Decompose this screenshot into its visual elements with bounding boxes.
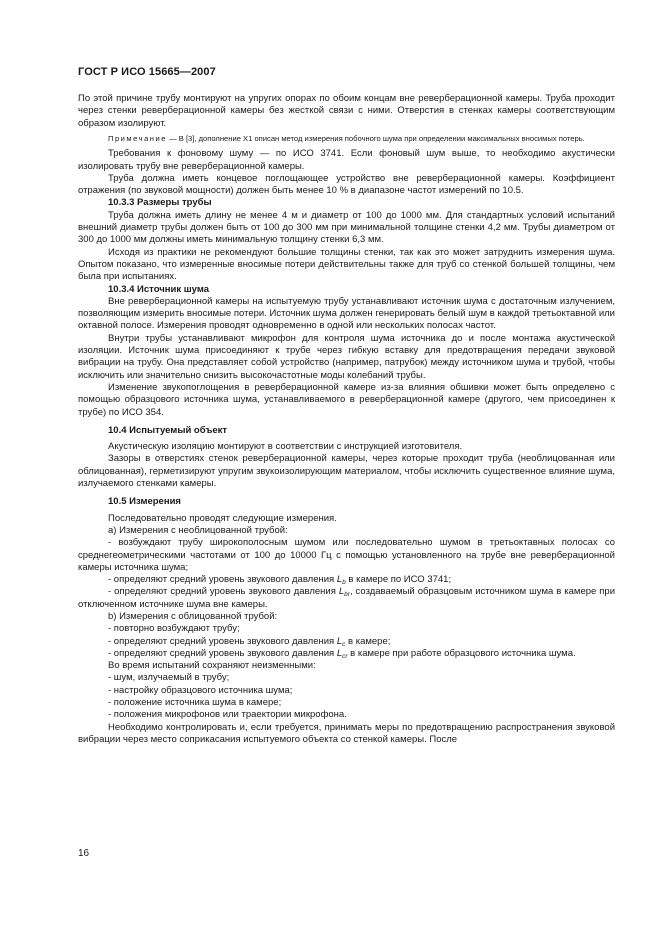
note [78, 134, 615, 144]
list-item: - определяют средний уровень звукового давления $L_c$ в камере; [108, 635, 391, 648]
list-item: - положение источника шума в камере; [108, 697, 282, 709]
paragraph: Во время испытаний сохраняют неизменными: [108, 660, 316, 672]
list-item: - повторно возбуждают трубу; [108, 623, 240, 635]
subscript: b [342, 579, 346, 587]
section-heading-10-5: 10.5 Измерения [108, 496, 181, 508]
list-item: - определяют средний уровень звукового давления $L_{br}$, создаваемый образцовым источником шума в камере при отключенном источнике шума вне камеры. [78, 586, 615, 610]
subscript: br [344, 591, 350, 599]
list-item: - определяют средний уровень звукового давления $L_b$ в камере по ИСО 3741; [108, 574, 452, 587]
symbol-L: L [336, 647, 343, 659]
paragraph: По этой причине трубу монтируют на упругих опорах по обоим концам вне реверберационной камеры. Труба проходит через стенки реверберационной камеры без жесткой связи с ними. Отверстия в стенках камеры соответствующим образом изолируют. [78, 93, 615, 129]
subscript: c [342, 640, 346, 648]
list-item: - возбуждают трубу широкополосным шумом или последовательно шумом в третьоктавных полосах со среднегеометрическими частотами от 100 до 10000 Гц с помощью установленного на трубе вне реверберационной камеры источника шума; [78, 537, 615, 573]
document-header: ГОСТ Р ИСО 15665—2007 [78, 66, 216, 78]
paragraph: Труба должна иметь концевое поглощающее устройство вне реверберационной камеры. Коэффициент отражения (по звуковой мощности) должен быть менее 10 % в диапазоне частот измерений по 10.5. [78, 172, 615, 197]
symbol-L: L [338, 586, 345, 598]
note-label: Примечание [108, 133, 167, 143]
list-item: - определяют средний уровень звукового давления $L_{cr}$ в камере при работе образцового источника шума. [108, 647, 576, 660]
list-heading-b: b) Измерения с облицованной трубой: [108, 610, 278, 622]
list-heading-a: a) Измерения с необлицованной трубой: [108, 524, 288, 536]
list-item: - шум, излучаемый в трубу; [108, 672, 230, 684]
section-heading-10-4: 10.4 Испытуемый объект [108, 424, 228, 436]
paragraph: Акустическую изоляцию монтируют в соответствии с инструкцией изготовителя. [108, 441, 463, 453]
paragraph: Вне реверберационной камеры на испытуемую трубу устанавливают источник шума с достаточным излучением, позволяющим измерить вносимые потери. Источник шума должен генерировать белый шум в каждой третьоктавной или октавной полосе. Измерения проводят одновременно в одной или нескольких полосах частот. [78, 295, 615, 332]
subscript: cr [342, 652, 348, 660]
section-heading-10-3-4: 10.3.4 Источник шума [108, 283, 210, 295]
list-item: - положения микрофонов или траектории микрофона. [108, 709, 347, 721]
paragraph: Зазоры в отверстиях стенок реверберационной камеры, через которые проходит труба (необлицованная или облицованная), герметизируют упругим звукоизолирующим материалом, чтобы исключить существенное влияние шума, излучаемого стенками камеры. [78, 453, 615, 490]
paragraph: Изменение звукопоглощения в реверберационной камере из-за влияния обшивки может быть определено с помощью образцового источника шума, устанавливаемого в реверберационной камере (другого, чем присоединен к трубе) по ИСО 354. [78, 381, 615, 418]
paragraph: Необходимо контролировать и, если требуется, принимать меры по предотвращению распространения звуковой вибрации через место соприкасания испытуемого объекта со стенкой камеры. После [78, 721, 615, 745]
paragraph: Труба должна иметь длину не менее 4 м и диаметр от 100 до 1000 мм. Для стандартных условий испытаний внешний диаметр трубы должен быть от 100 до 300 мм при минимальной толщине стенки 4,2 мм. Трубы диаметром от 300 до 1000 мм должны иметь минимальную толщину стенки 6,3 мм. [78, 209, 615, 246]
document-body [78, 93, 615, 746]
page-number: 16 [78, 848, 90, 859]
symbol-L: L [336, 574, 343, 586]
list-item: - настройку образцового источника шума; [108, 684, 293, 696]
paragraph: Последовательно проводят следующие измерения. [108, 512, 337, 524]
paragraph: Исходя из практики не рекомендуют большие толщины стенки, так как это может затруднить измерения шума. Опытом показано, что измеренные вносимые потери действительны также для труб со стенкой большей толщины, чем была при испытаниях. [78, 246, 615, 283]
symbol-L: L [336, 635, 343, 647]
paragraph: Требования к фоновому шуму — по ИСО 3741. Если фоновый шум выше, то необходимо акустически изолировать трубу вне реверберационной камеры. [78, 148, 615, 172]
section-heading-10-3-3: 10.3.3 Размеры трубы [108, 197, 212, 209]
note-text: — В [3], дополнение Х1 описан метод измерения побочного шума при определении максимальных вносимых потерь. [166, 133, 585, 143]
paragraph: Внутри трубы устанавливают микрофон для контроля шума источника до и после монтажа акустической изоляции. Источник шума присоединяют к трубе через гибкую вставку для предотвращения передачи звуковой вибрации на трубу. Она представляет собой устройство (например, патрубок) между источником шума и трубой, чтобы исключить или значительно снизить высокочастотные моды колебаний трубы. [78, 332, 615, 381]
